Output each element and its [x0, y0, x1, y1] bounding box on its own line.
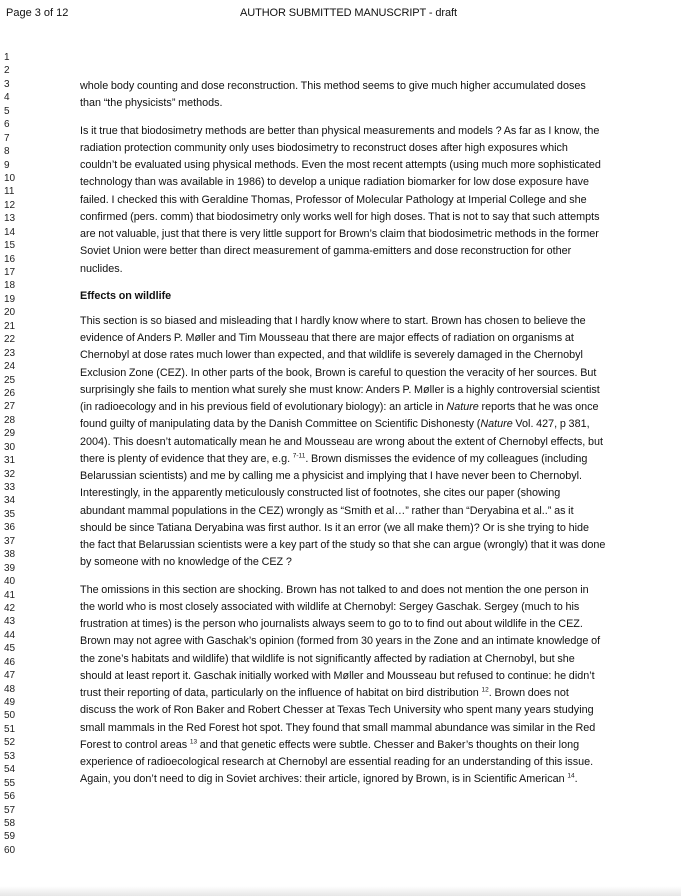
line-number: 30	[4, 441, 16, 453]
line-number: 20	[4, 307, 16, 319]
line-number: 31	[4, 455, 16, 467]
line-number-column	[4, 51, 26, 857]
line-number: 40	[4, 576, 16, 588]
paragraph-text: Vol. 427, p 381, 2004). This doesn’t automatically mean he and Mousseau are wrong about the extent of Chernobyl effects, but there is plenty of evidence that they are, e.g.	[80, 418, 603, 465]
line-number: 12	[4, 199, 16, 211]
line-number: 51	[4, 723, 16, 735]
line-number: 46	[4, 656, 16, 668]
journal-name-italic: Nature	[480, 418, 513, 431]
line-number: 47	[4, 670, 16, 682]
line-number: 16	[4, 253, 16, 265]
line-number: 3	[4, 78, 10, 90]
paragraph-text: . Brown dismisses the evidence of my colleagues (including Belarussian scientists) and me by calling me a physicist and implying that I have never been to Chernobyl. Interestingly, in the apparently meticulously constructed list of footnotes, she cites our paper (showing abundant mammal populations in the CEZ) wrongly as “Smith et al…” rather than “Deryabina et al..” as it should be since Tatiana Deryabina was first author. Is it an error (we all make them)? Or is she trying to hide the fact that Belarussian scientists were a key part of the study so that she can argue (wrongly) that it was done by someone with no knowledge of the CEZ ?	[80, 452, 606, 569]
line-number: 57	[4, 804, 16, 816]
line-number: 36	[4, 522, 16, 534]
line-number: 58	[4, 817, 16, 829]
citation-superscript: 14	[567, 772, 575, 780]
line-number: 19	[4, 293, 16, 305]
line-number: 26	[4, 387, 16, 399]
line-number: 6	[4, 119, 10, 131]
line-number: 8	[4, 146, 10, 158]
line-number: 35	[4, 508, 16, 520]
paragraph-text: and that genetic effects were subtle. Chesser and Baker’s thoughts on their long experience of radioecological research at Chernobyl are essential reading for an understanding of this issue. Again, you don’t need to dig in Soviet archives: their article, ignored by Brown, is in Scientific American	[80, 738, 594, 786]
line-number: 60	[4, 844, 16, 856]
line-number: 50	[4, 710, 16, 722]
paragraph-omissions	[80, 582, 606, 789]
paragraph-text: The omissions in this section are shocking. Brown has not talked to and does not mention the one person in the world who is most closely associated with wildlife at Chernobyl: Sergey Gaschak. Sergey (much to his frustration at times) is the person who journalists always seem to go to to find out about wildlife in the CEZ. Brown may not agree with Gaschak’s opinion (formed from 30 years in the Zone and an intimate knowledge of the zone’s habitats and wildlife) that wildlife is not significantly affected by radiation at Chernobyl, but she should at least report it. Gaschak initially worked with Møller and Mousseau but refused to continue: he didn’t trust their reporting of data, particularly on the influence of habitat on bird distribution	[80, 583, 601, 699]
line-number: 25	[4, 374, 16, 386]
line-number: 5	[4, 105, 10, 117]
citation-superscript: 12	[481, 686, 489, 694]
line-number: 28	[4, 414, 16, 426]
line-number: 27	[4, 401, 16, 413]
line-number: 34	[4, 495, 16, 507]
line-number: 45	[4, 643, 16, 655]
line-number: 9	[4, 159, 10, 171]
paragraph-moller-mousseau	[80, 313, 606, 572]
line-number: 32	[4, 468, 16, 480]
paragraph-text: whole body counting and dose reconstruction. This method seems to give much higher accumulated doses than “the physicists” methods.	[80, 80, 586, 110]
citation-superscript: 13	[189, 738, 198, 746]
line-number: 13	[4, 213, 16, 225]
line-number: 24	[4, 361, 16, 373]
line-number: 38	[4, 549, 16, 561]
line-number: 52	[4, 737, 16, 749]
paragraph-dose-reconstruction	[80, 78, 606, 113]
line-number: 37	[4, 535, 16, 547]
line-number: 42	[4, 602, 16, 614]
line-number: 44	[4, 629, 16, 641]
line-number: 7	[4, 132, 10, 144]
paragraph-text: reports that he was once found guilty of manipulating data by the Danish Committee on Scientific Dishonesty (	[80, 401, 599, 431]
paragraph-biodosimetry	[80, 123, 606, 278]
line-number: 55	[4, 777, 16, 789]
line-number: 29	[4, 428, 16, 440]
paragraph-text: This section is so biased and misleading that I hardly know where to start. Brown has chosen to believe the evidence of Anders P. Møller and Tim Mousseau that there are major effects of radiation on organisms at Chernobyl at dose rates much lower than expected, and that wildlife is severely damaged in the Chernobyl Exclusion Zone (CEZ). In other parts of the book, Brown is careful to question the veracity of her sources. But surprisingly she fails to mention what surely she must know: Anders P. Møller is a highly controversial scientist (in radioecology and in his previous field of evolutionary biology): an article in	[80, 314, 600, 413]
line-number: 54	[4, 764, 16, 776]
line-number: 4	[4, 92, 10, 104]
section-heading-wildlife: Effects on wildlife	[80, 289, 172, 302]
line-number: 2	[4, 65, 10, 77]
line-number: 59	[4, 831, 16, 843]
line-number: 56	[4, 791, 16, 803]
line-number: 14	[4, 226, 16, 238]
line-number: 43	[4, 616, 16, 628]
paragraph-text: .	[574, 773, 578, 786]
citation-superscript: 7-11	[292, 452, 306, 460]
page-bottom-edge	[0, 886, 681, 896]
line-number: 21	[4, 320, 16, 332]
manuscript-body	[80, 78, 606, 799]
journal-name-italic: Nature	[446, 401, 479, 413]
line-number: 18	[4, 280, 16, 292]
line-number: 17	[4, 267, 16, 278]
paragraph-text: Is it true that biodosimetry methods are better than physical measurements and models ? As far as I know, the radiation protection community only uses biodosimetry to reconstruct doses after high exposures which couldn’t be evaluated using physical methods. Even the most recent attempts (using much more sophisticated technology than was available in 1986) to develop a unique radiation biomarker for low dose exposure have failed. I checked this with Geraldine Thomas, Professor of Molecular Pathology at Imperial College and she confirmed (pers. comm) that biodosimetry only works well for high doses. That is not to say that such attempts are not valuable, just that there is very little support for Brown’s claim that biodosimetric methods in the former Soviet Union were better than direct measurement of gamma-emitters and dose reconstruction for other nuclides.	[80, 124, 601, 275]
line-number: 41	[4, 589, 16, 601]
line-number: 33	[4, 482, 16, 493]
line-number: 10	[4, 172, 16, 184]
page-number-label: Page 3 of 12	[6, 7, 69, 19]
line-number: 22	[4, 334, 16, 346]
line-number: 23	[4, 347, 16, 359]
line-number: 15	[4, 240, 16, 252]
line-number: 11	[4, 186, 15, 198]
line-number: 49	[4, 697, 16, 708]
line-number: 48	[4, 683, 16, 695]
line-number: 1	[4, 52, 10, 63]
paragraph-text: . Brown does not discuss the work of Ron Baker and Robert Chesser at Texas Tech University who spent many years studying small mammals in the Red Forest hot spot. They found that small mammal abundance was similar in the Red Forest to control areas	[80, 687, 596, 751]
line-number: 39	[4, 562, 16, 574]
manuscript-header-title: AUTHOR SUBMITTED MANUSCRIPT - draft	[240, 7, 457, 19]
line-number: 53	[4, 750, 16, 762]
